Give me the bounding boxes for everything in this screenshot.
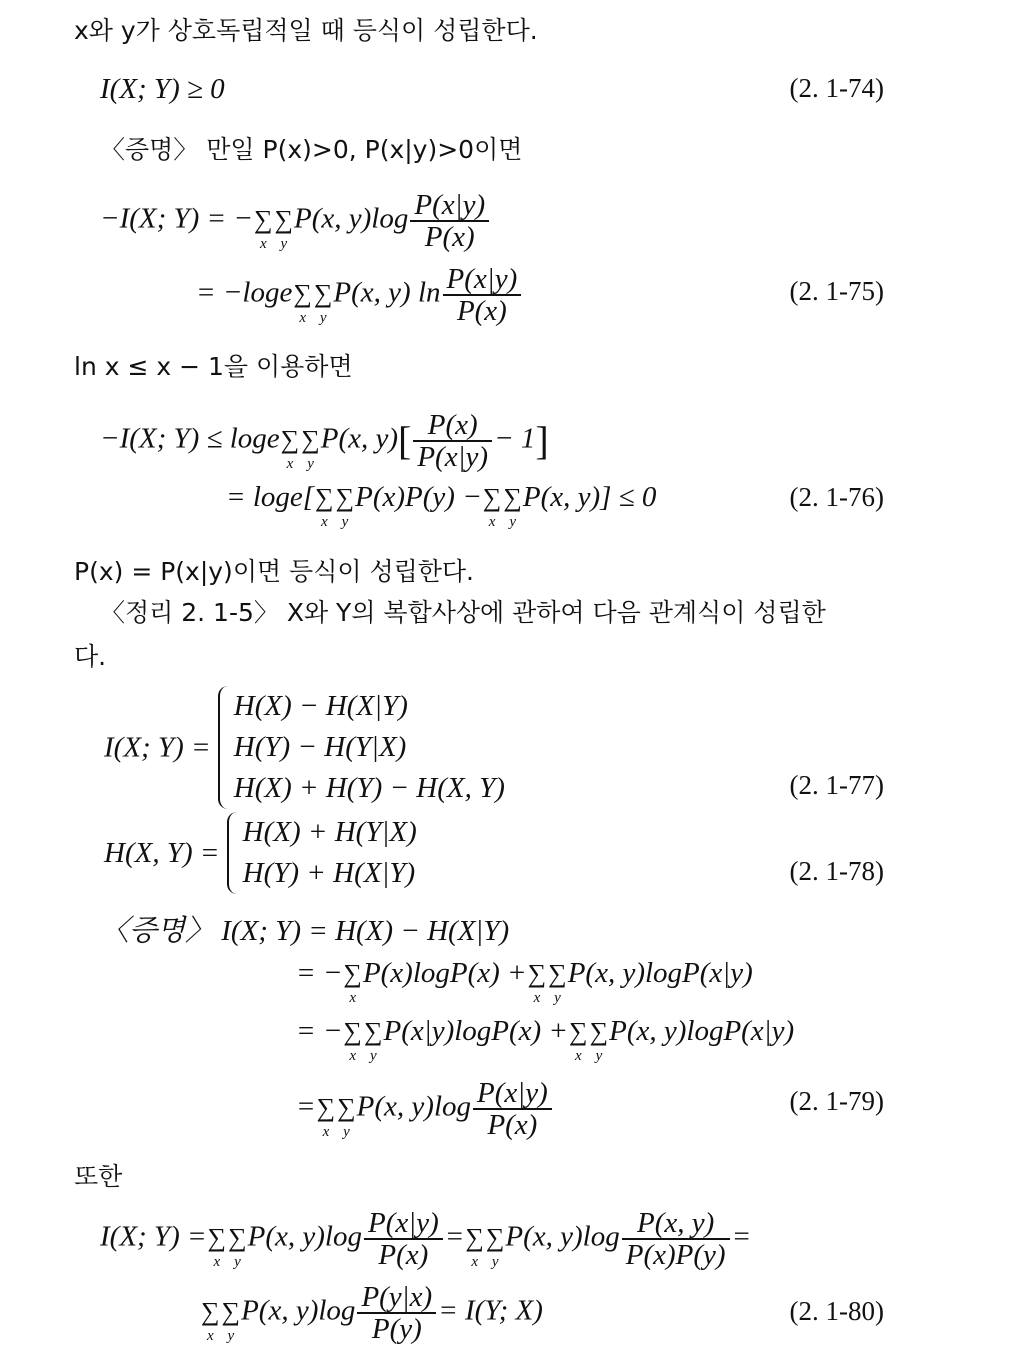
equation-2-1-76-b <box>226 480 657 530</box>
equation-2-1-74: I(X; Y) ≥ 0 <box>100 73 225 105</box>
eq-text: −I(X; Y) = − <box>100 202 253 235</box>
equation-number-78: (2. 1-78) <box>789 856 884 886</box>
eq-text: P(x, y)] ≤ 0 <box>522 481 657 513</box>
equality-condition-text: P(x) = P(x|y)이면 등식이 성립한다. <box>74 557 475 586</box>
fraction: $\frac{P(x|y)}{P(x)}$ <box>443 264 522 326</box>
case-row: H(X) − H(X|Y) <box>233 690 408 722</box>
sum-symbol: ∑ y <box>313 278 333 326</box>
equation-2-1-79-b <box>296 1014 795 1064</box>
eq-text: = loge[ <box>226 481 315 513</box>
right-bracket: ] <box>535 418 549 463</box>
case-row: H(Y) + H(X|Y) <box>242 857 416 889</box>
eq-text: = −loge <box>196 276 293 309</box>
sum-symbol: ∑ x <box>527 959 547 1006</box>
eq-text: P(x, y)log <box>247 1220 362 1253</box>
left-bracket: [ <box>398 418 412 463</box>
case-row: H(X) + H(Y) − H(X, Y) <box>233 772 505 804</box>
eq-text: P(x, y)log <box>294 202 409 235</box>
equation-number-76: (2. 1-76) <box>789 482 884 512</box>
intro-text: x와 y가 상호독립적일 때 등식이 성립한다. <box>74 16 538 45</box>
eq-text: P(x, y) <box>320 422 399 455</box>
eq-text: = − <box>296 957 343 989</box>
proof-heading-1: 〈증명〉 만일 P(x)>0, P(x|y)>0이면 <box>100 135 523 164</box>
sum-symbol: ∑ x <box>482 483 502 530</box>
sum-symbol: ∑ x <box>343 959 362 1006</box>
sum-symbol: ∑ y <box>485 1222 505 1270</box>
sum-symbol: ∑ x <box>315 483 334 530</box>
eq-text: − 1 <box>494 422 536 455</box>
sum-symbol: ∑ x <box>201 1296 220 1344</box>
sum-symbol: ∑ x <box>569 1017 588 1064</box>
case-row: H(X) + H(Y|X) <box>242 816 417 848</box>
sum-symbol: ∑ y <box>228 1222 247 1270</box>
sum-symbol: ∑ x <box>316 1092 336 1140</box>
fraction: $\frac{P(y|x)}{P(y)}$ <box>357 1282 436 1344</box>
equation-number-80: (2. 1-80) <box>789 1296 884 1326</box>
eq-text: I(X; Y) = <box>104 731 211 764</box>
eq-text: = I(Y; X) <box>438 1294 543 1327</box>
equation-2-1-76-a <box>100 410 549 472</box>
sum-symbol: ∑ x <box>253 204 273 252</box>
fraction: $\frac{P(x|y)}{P(x)}$ <box>364 1208 443 1270</box>
equation-number-74: (2. 1-74) <box>789 73 884 103</box>
eq-text: P(x, y) ln <box>333 276 441 309</box>
eq-text: P(x, y)logP(x|y) <box>609 1015 795 1047</box>
fraction: $\frac{P(x, y)}{P(x)P(y)}$ <box>622 1208 730 1270</box>
theorem-heading: 〈정리 2. 1-5〉 X와 Y의 복합사상에 관하여 다음 관계식이 성립한 <box>100 598 826 627</box>
sum-symbol: ∑ x <box>207 1222 227 1270</box>
equation-2-1-78 <box>104 812 417 894</box>
equation-2-1-80-a <box>100 1208 751 1270</box>
sum-symbol: ∑ x <box>293 278 312 326</box>
fraction: $\frac{P(x|y)}{P(x)}$ <box>410 190 489 252</box>
sum-symbol: ∑ y <box>589 1017 609 1064</box>
eq-text: P(x|y)logP(x) + <box>383 1015 569 1047</box>
sum-symbol: ∑ x <box>280 424 300 472</box>
equation-2-1-79-c <box>296 1078 554 1140</box>
eq-text: = <box>731 1220 752 1253</box>
fraction: $\frac{P(x|y)}{P(x)}$ <box>473 1078 552 1140</box>
sum-symbol: ∑ y <box>337 1092 356 1140</box>
proof-heading-2: 〈증명〉 I(X; Y) = H(X) − H(X|Y) <box>100 915 510 947</box>
sum-symbol: ∑ x <box>465 1222 484 1270</box>
sum-symbol: ∑ y <box>548 959 567 1006</box>
eq-text: P(x, y)log <box>356 1090 472 1123</box>
equation-2-1-80-b <box>200 1282 543 1344</box>
eq-text: = <box>444 1220 465 1253</box>
sum-symbol: ∑ y <box>335 483 355 530</box>
case-block <box>218 686 505 809</box>
eq-text: P(x, y)logP(x|y) <box>567 957 753 989</box>
equation-number-77: (2. 1-77) <box>789 770 884 800</box>
eq-text: −I(X; Y) ≤ loge <box>100 422 280 455</box>
eq-text: P(x)logP(x) + <box>362 957 527 989</box>
case-block <box>227 812 417 894</box>
sum-symbol: ∑ y <box>301 424 320 472</box>
equation-neg-mutual-info <box>100 190 491 252</box>
eq-text: = − <box>296 1015 343 1047</box>
sum-symbol: ∑ y <box>274 204 294 252</box>
eq-text: H(X, Y) = <box>104 837 220 869</box>
eq-text: = <box>296 1090 316 1123</box>
equation-2-1-77 <box>104 686 505 809</box>
equation-number-79: (2. 1-79) <box>789 1086 884 1116</box>
also-text: 또한 <box>74 1162 123 1191</box>
equation-2-1-75 <box>196 264 523 326</box>
equation-number-75: (2. 1-75) <box>789 276 884 306</box>
equation-2-1-79-a <box>296 956 753 1006</box>
eq-text: P(x)P(y) − <box>355 481 482 513</box>
eq-text: P(x, y)log <box>505 1220 620 1253</box>
case-row: H(Y) − H(Y|X) <box>233 731 407 763</box>
sum-symbol: ∑ x <box>343 1017 362 1064</box>
ln-inequality-text: ln x ≤ x − 1을 이용하면 <box>74 352 353 381</box>
sum-symbol: ∑ y <box>221 1296 241 1344</box>
sum-symbol: ∑ y <box>503 483 522 530</box>
fraction: $\frac{P(x)}{P(x|y)}$ <box>413 410 492 472</box>
eq-text: P(x, y)log <box>241 1294 356 1327</box>
sum-symbol: ∑ y <box>363 1017 383 1064</box>
theorem-heading-cont: 다. <box>74 642 107 671</box>
eq-text: I(X; Y) = <box>100 1220 207 1253</box>
